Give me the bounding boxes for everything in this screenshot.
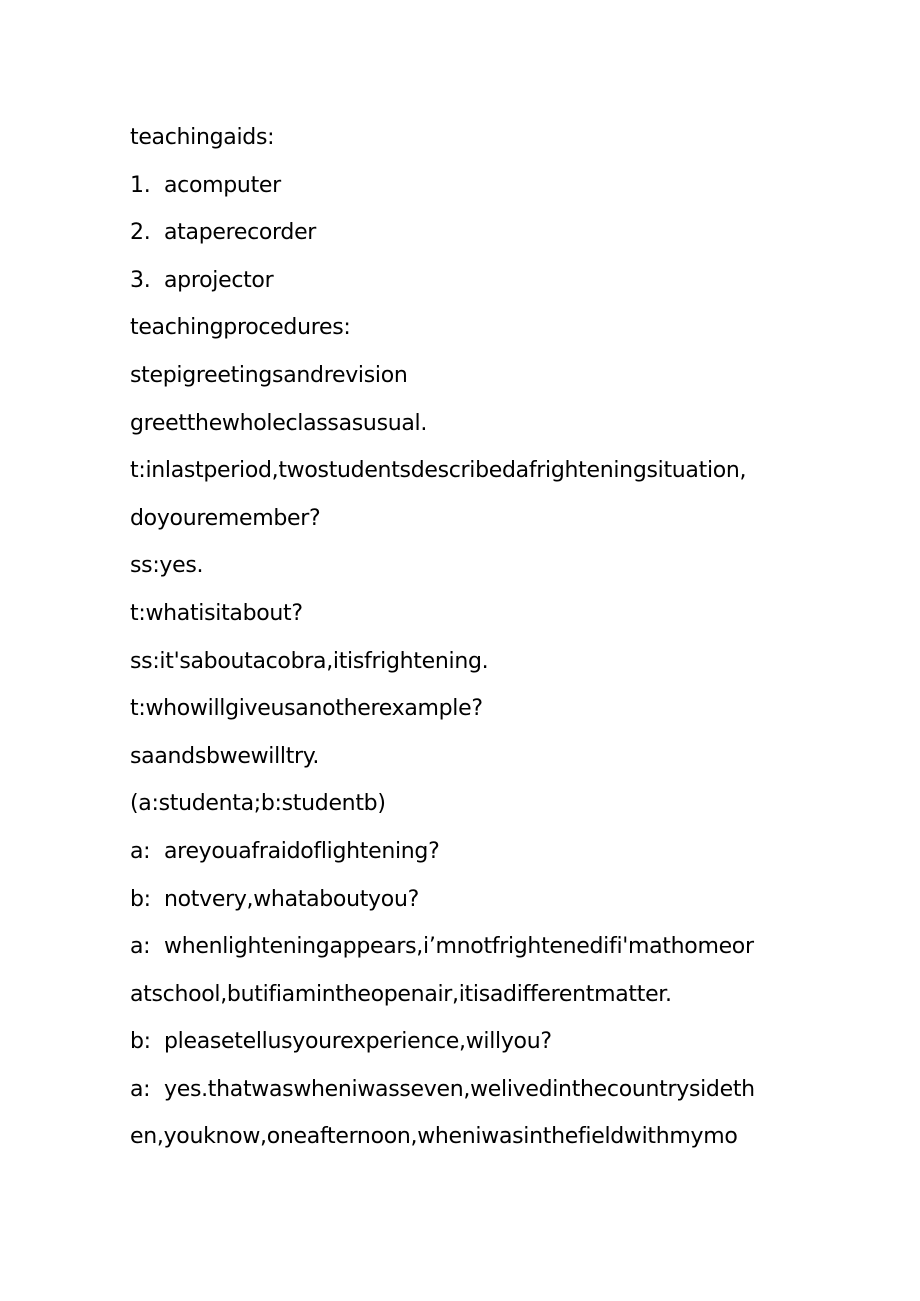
speaker-label: b: <box>130 886 151 912</box>
document-body <box>130 114 810 1161</box>
list-number: 2. <box>130 220 151 246</box>
heading-teaching-aids: teachingaids: <box>130 125 275 150</box>
speaker-label: a: <box>130 1076 151 1102</box>
dialogue-line: t:whatisitabout? <box>130 600 303 626</box>
step-heading: stepigreetingsandrevision <box>130 362 408 388</box>
dialogue-text: whenlighteningappears,i’mnotfrightenedifi'mathomeor <box>164 934 754 960</box>
dialogue-line <box>130 1018 810 1066</box>
dialogue-line: saandsbwewilltry. <box>130 743 320 769</box>
dialogue-text: yes.thatwaswheniwasseven,welivedinthecountrysideth <box>164 1076 755 1102</box>
list-item <box>130 162 810 210</box>
dialogue-line: t:inlastperiod,twostudentsdescribedafrighteningsituation, <box>130 458 747 484</box>
dialogue-line: ss:it'saboutacobra,itisfrightening. <box>130 648 489 674</box>
list-item-text: aprojector <box>164 267 274 293</box>
dialogue-line: doyouremember? <box>130 505 321 531</box>
speaker-label: b: <box>130 1029 151 1055</box>
paragraph-line: greetthewholeclassasusual. <box>130 410 428 436</box>
list-item-text: acomputer <box>164 172 281 198</box>
list-item <box>130 257 810 305</box>
heading-teaching-procedures: teachingprocedures: <box>130 315 351 341</box>
dialogue-line: atschool,butifiamintheopenair,itisadifferentmatter. <box>130 981 672 1007</box>
dialogue-line <box>130 828 810 876</box>
dialogue-line <box>130 923 810 971</box>
list-item-text: ataperecorder <box>164 220 317 246</box>
dialogue-line: en,youknow,oneafternoon,wheniwasinthefieldwithmymo <box>130 1124 738 1150</box>
list-number: 3. <box>130 267 151 293</box>
speaker-label: a: <box>130 838 151 864</box>
dialogue-text: areyouafraidoflightening? <box>164 838 440 864</box>
list-item <box>130 209 810 257</box>
dialogue-line: t:whowillgiveusanotherexample? <box>130 696 483 722</box>
list-number: 1. <box>130 172 151 198</box>
dialogue-line: ss:yes. <box>130 553 204 579</box>
dialogue-line: (a:studenta;b:studentb) <box>130 791 386 817</box>
dialogue-text: pleasetellusyourexperience,willyou? <box>164 1029 552 1055</box>
dialogue-line <box>130 1066 810 1114</box>
speaker-label: a: <box>130 934 151 960</box>
dialogue-line <box>130 876 810 924</box>
dialogue-text: notvery,whataboutyou? <box>164 886 419 912</box>
